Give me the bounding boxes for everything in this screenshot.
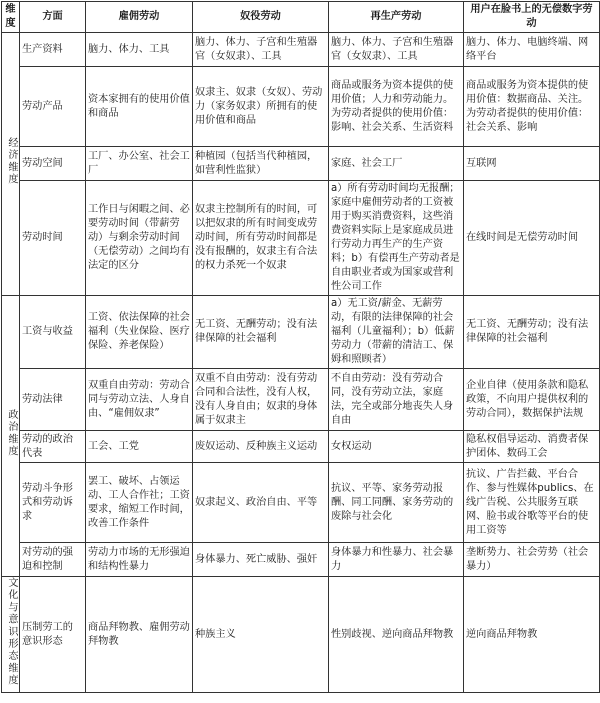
table-row — [2, 33, 600, 67]
table-cell: 奴隶主控制所有的时间，可以把奴隶的所有时间变成劳动时间，所有劳动时间都是没有报酬的，奴隶主有合法的权力杀死一个奴隶 — [193, 181, 329, 296]
table-cell: 商品或服务为资本提供的使用价值：数据商品、关注。为劳动者提供的使用价值：社会关系、影响 — [464, 67, 600, 147]
table-cell: 在线时间是无偿劳动时间 — [464, 181, 600, 296]
table-cell: 工作日与闲暇之间、必要劳动时间（带薪劳动）与剩余劳动时间（无偿劳动）之间均有法定的区分 — [86, 181, 193, 296]
dimension-political: 政治维度 — [2, 296, 20, 577]
aspect-cell: 劳动产品 — [20, 67, 86, 147]
header-row — [2, 2, 600, 33]
table-cell: 企业自律（使用条款和隐私政策，不向用户提供权利的劳动合同），数据保护法规 — [464, 369, 600, 431]
table-row — [2, 181, 600, 296]
table-cell: a）所有劳动时间均无报酬；家庭中雇佣劳动者的工资被用于购买消费资料，这些消费资料实际上是家庭成员进行劳动力再生产的生产资料；b）有偿再生产劳动者是自由职业者或为国家或营利性公司工作 — [329, 181, 464, 296]
table-cell: 工厂、办公室、社会工厂 — [86, 147, 193, 181]
table-row — [2, 67, 600, 147]
table-cell: 脑力、体力、工具 — [86, 33, 193, 67]
table-cell: 不自由劳动：没有劳动合同，没有劳动立法，家庭法，完全或部分地丧失人身自由 — [329, 369, 464, 431]
table-cell: 奴隶主、奴隶（女奴）、劳动力（家务奴隶）所拥有的使用价值和商品 — [193, 67, 329, 147]
table-cell: 劳动力市场的无形强迫和结构性暴力 — [86, 543, 193, 577]
table-row — [2, 296, 600, 369]
table-cell: 垄断势力、社会劳势（社会暴力） — [464, 543, 600, 577]
table-cell: 脑力、体力、子宫和生殖器官（女奴隶）、工具 — [329, 33, 464, 67]
table-cell: 工会、工党 — [86, 431, 193, 463]
table-cell: 互联网 — [464, 147, 600, 181]
aspect-cell: 劳动空间 — [20, 147, 86, 181]
table-cell: 抗议、广告拦截、平台合作、参与性媒体publics、在线广告税、公共服务互联网、脸书或谷歌等平台的使用工资等 — [464, 463, 600, 543]
table-cell: 罢工、破坏、占领运动、工人合作社；工资要求，缩短工作时间，改善工作条件 — [86, 463, 193, 543]
table-cell: 种植园（包括当代种植园，如营利性监狱） — [193, 147, 329, 181]
table-cell: 性别歧视、逆向商品拜物教 — [329, 577, 464, 693]
table-cell: 无工资、无酬劳动；没有法律保障的社会福利 — [193, 296, 329, 369]
table-cell: 身体暴力和性暴力、社会暴力 — [329, 543, 464, 577]
table-cell: 商品或服务为资本提供的使用价值；人力和劳动能力。为劳动者提供的使用价值：影响、社会关系、生活资料 — [329, 67, 464, 147]
labor-comparison-table — [1, 1, 600, 693]
table-row — [2, 543, 600, 577]
header-digital-labor: 用户在脸书上的无偿数字劳动 — [464, 2, 600, 33]
aspect-cell: 工资与收益 — [20, 296, 86, 369]
aspect-cell: 压制劳工的意识形态 — [20, 577, 86, 693]
aspect-cell: 生产资料 — [20, 33, 86, 67]
table-cell: 工资、依法保障的社会福利（失业保险、医疗保险、养老保险） — [86, 296, 193, 369]
table-cell: 双重自由劳动：劳动合同与劳动立法、人身自由、“雇佣奴隶” — [86, 369, 193, 431]
header-aspect: 方面 — [20, 2, 86, 33]
table-cell: 隐私权倡导运动、消费者保护团体、数码工会 — [464, 431, 600, 463]
table-cell: 身体暴力、死亡威胁、强奸 — [193, 543, 329, 577]
aspect-cell: 劳动法律 — [20, 369, 86, 431]
table-cell: 商品拜物教、雇佣劳动拜物教 — [86, 577, 193, 693]
table-cell: 脑力、体力、子宫和生殖器官（女奴隶）、工具 — [193, 33, 329, 67]
dimension-cultural: 文化与意识形态维度 — [2, 577, 20, 693]
table-cell: 抗议、平等、家务劳动报酬、同工同酬、家务劳动的废除与社会化 — [329, 463, 464, 543]
table-cell: a）无工资/薪金、无薪劳动，有限的法律保障的社会福利（儿童福利）；b）低薪劳动力（带薪的清洁工、保姆和照顾者） — [329, 296, 464, 369]
table-cell: 家庭、社会工厂 — [329, 147, 464, 181]
header-wage-labor: 雇佣劳动 — [86, 2, 193, 33]
header-dimension: 维度 — [2, 2, 20, 33]
aspect-cell: 对劳动的强迫和控制 — [20, 543, 86, 577]
table-cell: 双重不自由劳动：没有劳动合同和合法性，没有人权，没有人身自由；奴隶的身体属于奴隶主 — [193, 369, 329, 431]
table-row — [2, 577, 600, 693]
header-slave-labor: 奴役劳动 — [193, 2, 329, 33]
table-row — [2, 369, 600, 431]
table-cell: 奴隶起义、政治自由、平等 — [193, 463, 329, 543]
table-cell: 逆向商品拜物教 — [464, 577, 600, 693]
aspect-cell: 劳动时间 — [20, 181, 86, 296]
dimension-economic: 经济维度 — [2, 33, 20, 296]
table-row — [2, 431, 600, 463]
table-cell: 无工资、无酬劳动；没有法律保障的社会福利 — [464, 296, 600, 369]
table-cell: 脑力、体力、电脑终端、网络平台 — [464, 33, 600, 67]
aspect-cell: 劳动斗争形式和劳动诉求 — [20, 463, 86, 543]
table-cell: 女权运动 — [329, 431, 464, 463]
table-cell: 废奴运动、反种族主义运动 — [193, 431, 329, 463]
table-cell: 资本家拥有的使用价值和商品 — [86, 67, 193, 147]
table-row — [2, 147, 600, 181]
table-cell: 种族主义 — [193, 577, 329, 693]
aspect-cell: 劳动的政治代表 — [20, 431, 86, 463]
table-row — [2, 463, 600, 543]
header-reproductive-labor: 再生产劳动 — [329, 2, 464, 33]
